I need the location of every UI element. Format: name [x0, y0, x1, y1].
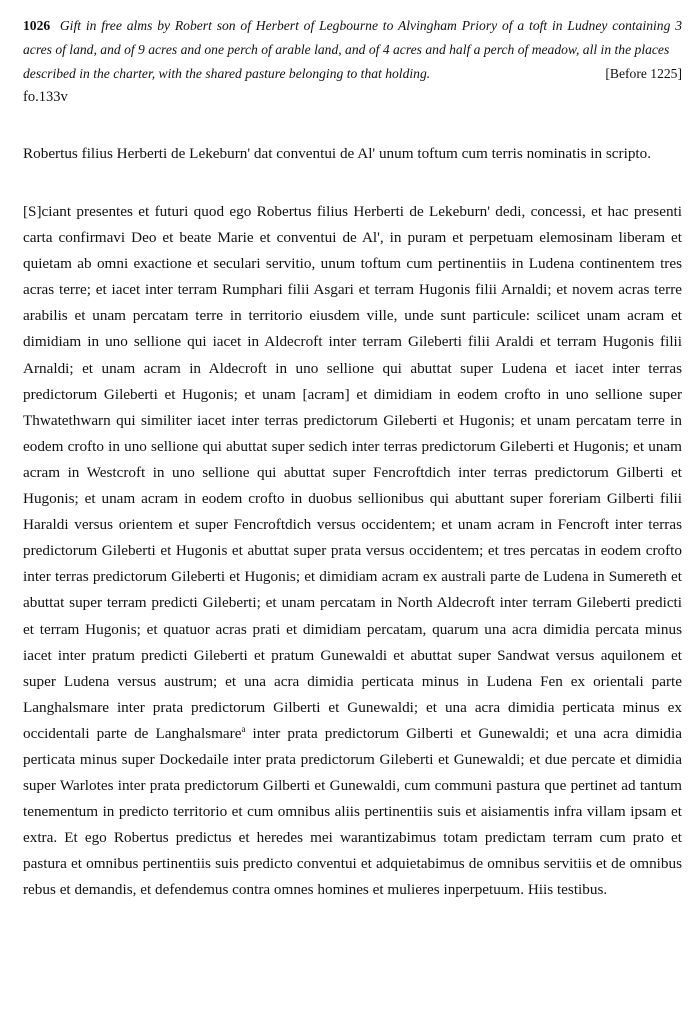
charter-date: [Before 1225] — [605, 66, 682, 81]
calendar-summary-end: described in the charter, with the shared pasture belonging to that holding. — [23, 66, 431, 81]
calendar-summary: Gift in free alms by Robert son of Herbert of Legbourne to Alvingham Priory of a toft in Ludney containing 3 acres of land, and of 9 acres and one perch of arable land, and of 4 acres and half a perch of meadow, all in the places — [23, 18, 683, 57]
charter-text-part1: [S]ciant presentes et futuri quod ego Robertus filius Herberti de Lekeburn' dedi, concessi, et hac presenti carta confirmavi Deo et beate Marie et conventui de Al', in puram et perpetuam elemosinam liberam et quietam ab omni exactione et seculari servitio, unum toftum cum pertinentiis in Ludena continentem tres acras terre; et iacet inter terram Rumphari filii Asgari et terram Hugonis filii Arnaldi; et novem acras terre arabilis et unam percatam terre in territorio eiusdem ville, unde sunt particule: scilicet unam acram et dimidiam in uno sellione qui iacet in Aldecroft inter terram Gileberti filii Araldi et terram Hugonis filii Arnaldi; et unam acram in Aldecroft in uno sellione qui abuttat super Ludena et iacet inter terras predictorum Gileberti et Hugonis; et unam [acram] et dimidiam in eodem crofto in uno sellione super Thwatethwarn qui similiter iacet inter terras predictorum Gileberti et Hugonis; et unam percatam terre in eodem crofto in uno sellione qui abuttat super sedich inter terras predictorum Gileberti et Hugonis; et unam acram in Westcroft in uno sellione qui abuttat super Fencroftdich inter terras predictorum Gilberti et Hugonis; et unam acram in eodem crofto in duobus sellionibus qui abuttant super foreriam Gilberti filii Haraldi versus orientem et super Fencroftdich versus occidentem; et unam acram in Fencroft inter terras predictorum Gileberti et Hugonis et abuttat super prata versus occidentem; et tres percatas in eodem crofto inter terras predictorum Gileberti et Hugonis; et dimidiam acram ex australi parte de Ludena in Sumereth et abuttat super terram predicti Gileberti; et unam percatam in North Aldecroft inter terram Gileberti predicti et terram Hugonis; et quatuor acras prati et dimidiam percatam, quarum una acra dimidia percata minus iacet inter pratum predicti Gileberti et pratum Gunewaldi et abuttat super Sandwat versus aquilonem et super Ludena versus austrum; et una acra dimidia perticata minus in Ludena Fen ex orientali parte Langhalsmare inter prata predictorum Gilberti et Gunewaldi; et una acra dimidia perticata minus ex occidentali parte de Langhalsmare — [23, 203, 682, 742]
calendar-date-line — [23, 62, 682, 86]
charter-text-part2: inter prata predictorum Gilberti et Gunewaldi; et una acra dimidia perticata minus super Dockedaile inter prata predictorum Gileberti et Gunewaldi; et due percate et dimidia super Warlotes inter prata predictorum Gilberti et Gunewaldi, cum communi pastura que pertinet ad tantum tenementum in predicto territorio et cum omnibus aliis pertinentiis suis et aisiamentis infra villam ipsam et extra. Et ego Robertus predictus et heredes mei warantizabimus totam predictam terram cum prato et pastura et omnibus pertinentiis suis predicto conventui et adquietabimus de omnibus servitiis et de omnibus rebus et demandis, et defendemus contra omnes homines et mulieres inperpetuum. Hiis testibus. — [23, 724, 682, 899]
folio-reference: fo.133v — [23, 89, 68, 105]
rubric: Robertus filius Herberti de Lekeburn' dat conventui de Al' unum toftum cum terris nominatis in scripto. — [23, 145, 652, 162]
charter-text — [23, 199, 682, 904]
charter-number: 1026 — [23, 18, 51, 33]
footnote-marker: a — [241, 723, 246, 734]
charter-heading — [23, 14, 682, 86]
